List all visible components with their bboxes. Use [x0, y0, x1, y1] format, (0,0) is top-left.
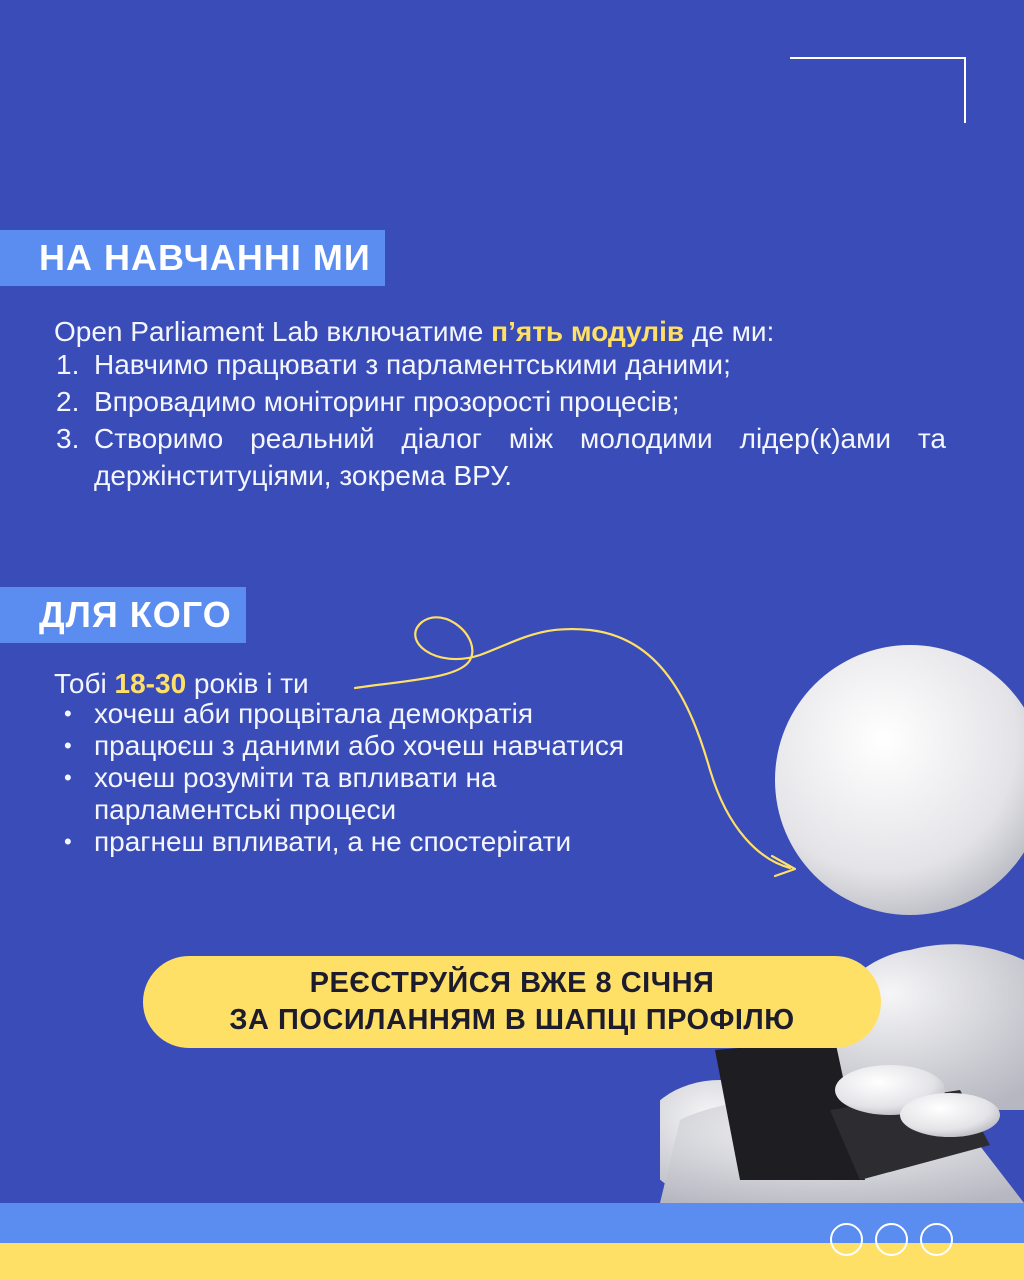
section-heading-learning: НА НАВЧАННІ МИ [0, 230, 385, 286]
bullet-item [64, 826, 724, 858]
bullet-icon: • [64, 829, 72, 854]
list-item-number: 3. [56, 423, 80, 454]
list-item [56, 420, 946, 494]
dot-icon [920, 1223, 953, 1256]
bullet-item [64, 762, 724, 826]
intro-highlight: п’ять модулів [491, 316, 685, 347]
cta-line-1: РЕЄСТРУЙСЯ ВЖЕ 8 СІЧНЯ [309, 967, 715, 999]
bullet-text: хочеш аби процвітала демократія [94, 698, 534, 729]
list-item [56, 383, 946, 420]
lead-text-end: років і ти [186, 668, 309, 699]
bullet-item [64, 730, 724, 762]
intro-text-start: Open Parliament Lab включатиме [54, 316, 492, 347]
dot-icon [875, 1223, 908, 1256]
list-item-text: Навчимо працювати з парламентськими даними; [94, 349, 731, 380]
register-call-to-action[interactable] [143, 956, 881, 1048]
bullet-icon: • [64, 733, 72, 758]
list-item-number: 1. [56, 349, 80, 380]
carousel-dots [830, 1223, 953, 1256]
age-highlight: 18-30 [114, 668, 187, 699]
bullet-text: працюєш з даними або хочеш навчатися [94, 730, 625, 761]
person-with-laptop-illustration [660, 620, 1024, 1203]
section-heading-audience: ДЛЯ КОГО [0, 587, 246, 643]
bullet-icon: • [64, 701, 72, 726]
modules-list [56, 346, 946, 494]
list-item-number: 2. [56, 386, 80, 417]
dot-icon [830, 1223, 863, 1256]
list-item-text: Створимо реальний діалог між молодими лідер(к)ами та держінституціями, зокрема ВРУ. [94, 423, 946, 491]
bullet-text: прагнеш впливати, а не спостерігати [94, 826, 572, 857]
bullet-item [64, 698, 724, 730]
corner-frame-decoration [790, 57, 966, 123]
list-item [56, 346, 946, 383]
lead-text-start: Тобі [54, 668, 115, 699]
intro-text [54, 313, 774, 350]
audience-lead [54, 665, 309, 702]
bullet-icon: • [64, 765, 72, 790]
bullet-text: хочеш розуміти та впливати на парламентські процеси [94, 762, 497, 825]
cta-line-2: ЗА ПОСИЛАННЯМ В ШАПЦІ ПРОФІЛЮ [229, 1004, 795, 1036]
audience-bullets [64, 698, 724, 858]
intro-text-end: де ми: [684, 316, 775, 347]
list-item-text: Впровадимо моніторинг прозорості процесів; [94, 386, 680, 417]
